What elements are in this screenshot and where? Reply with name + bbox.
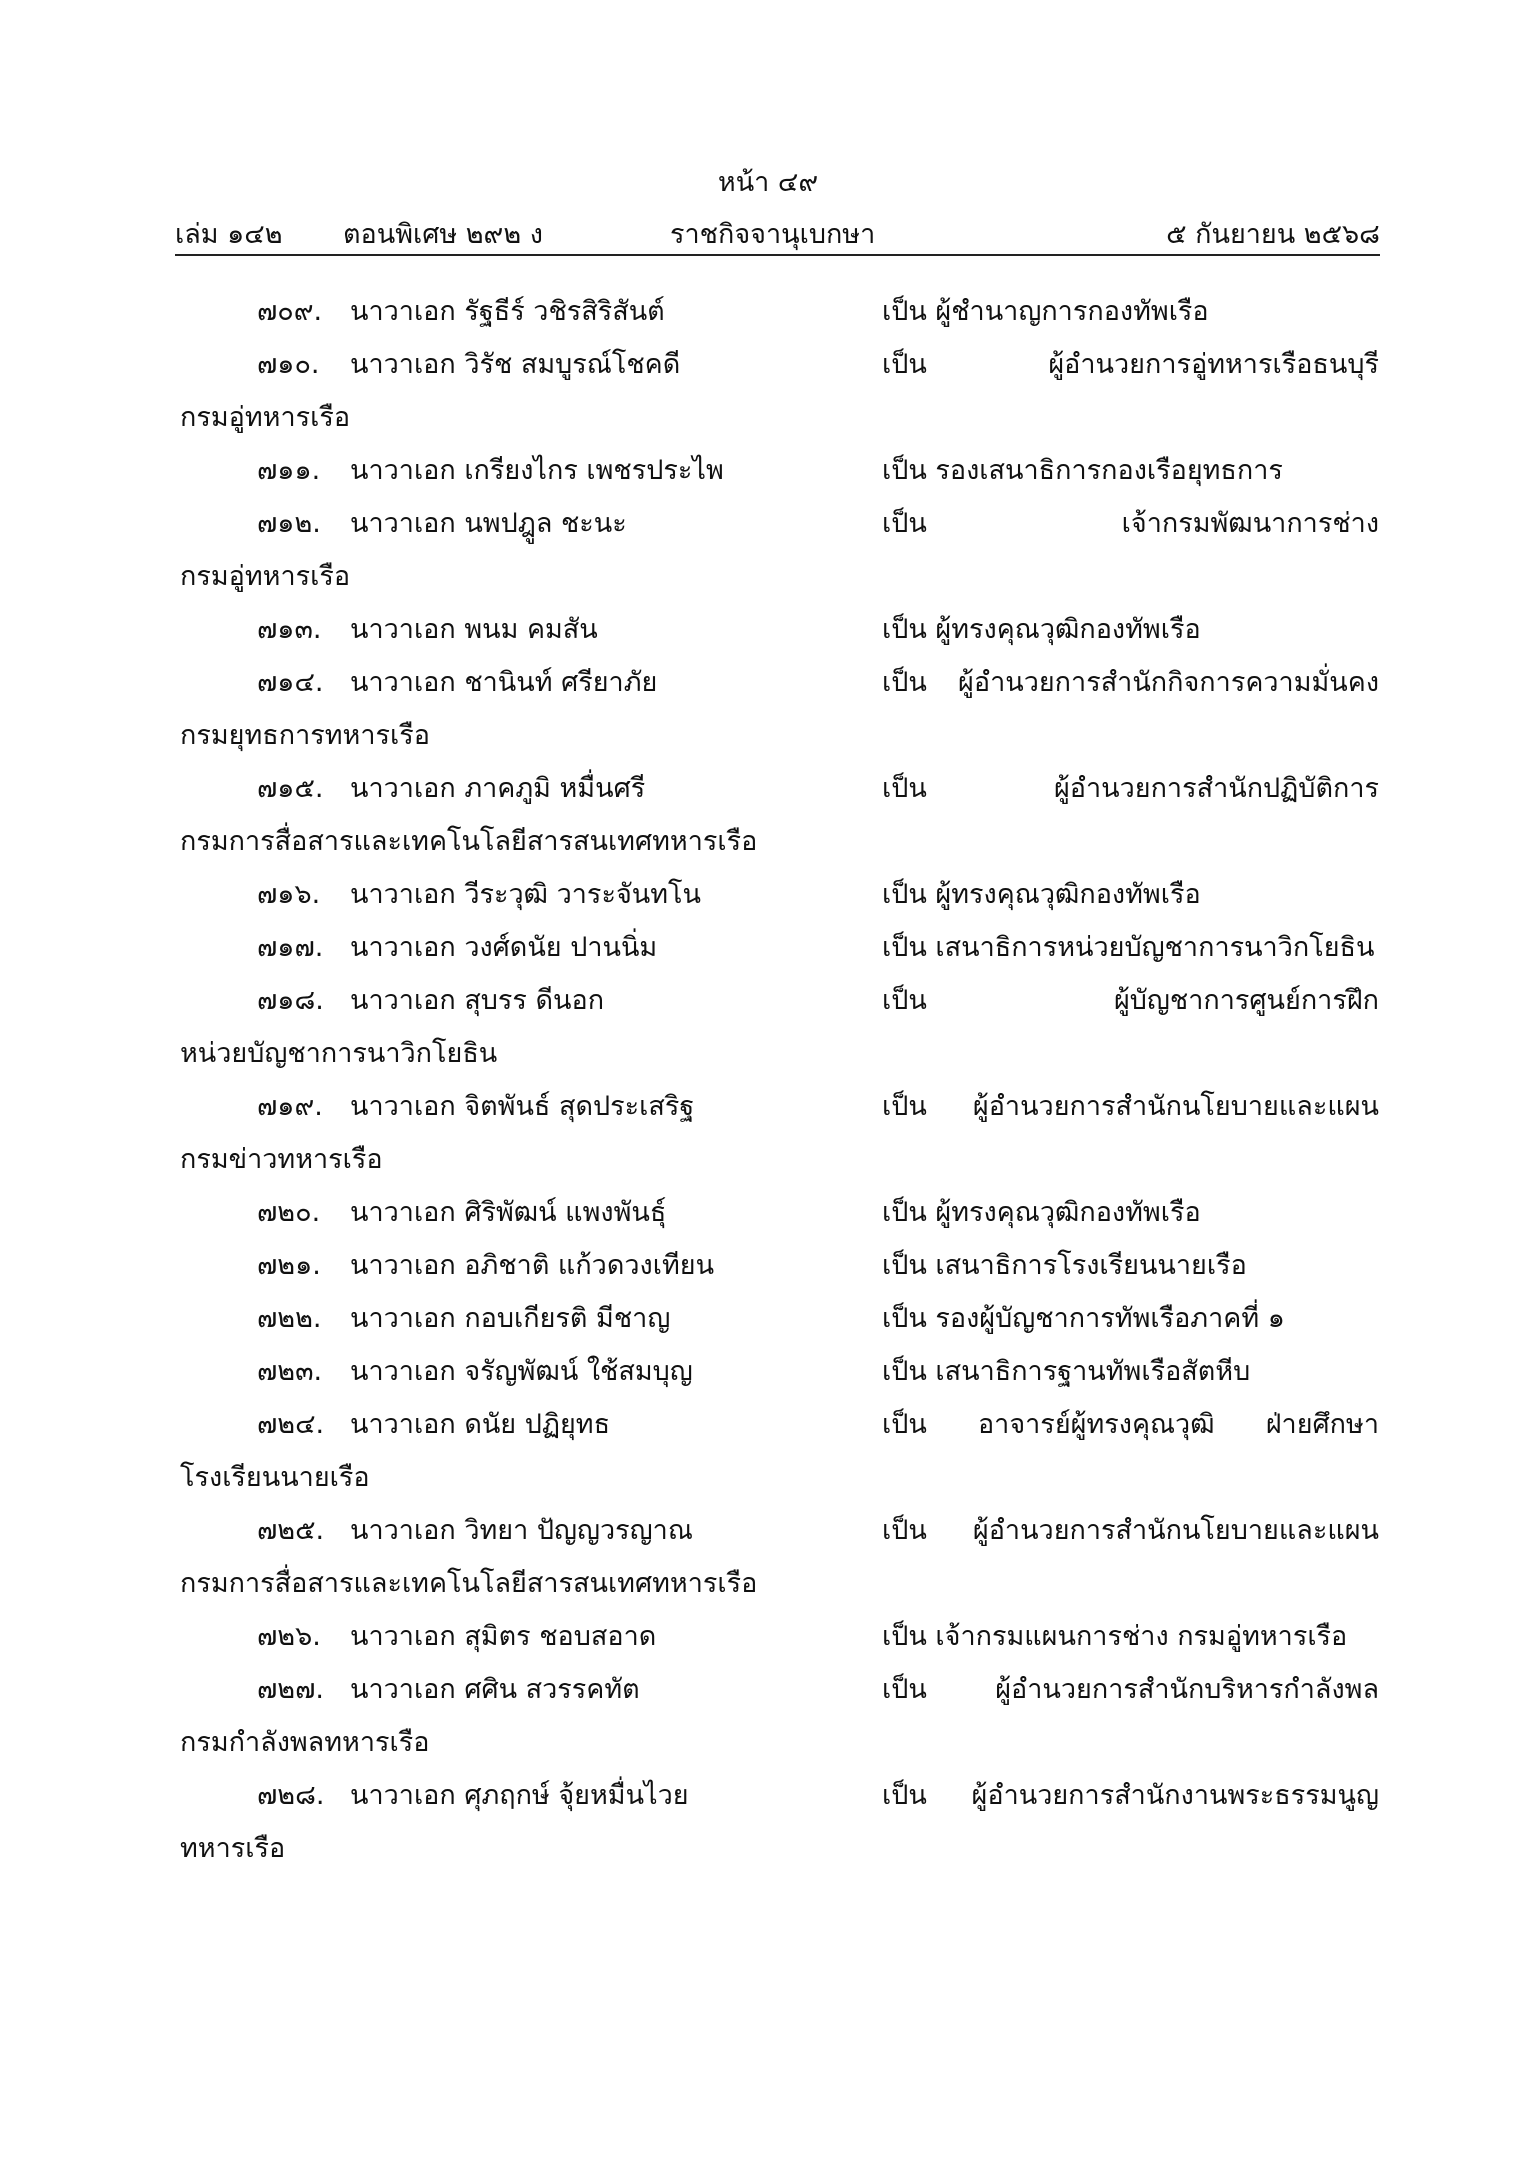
entry-continuation-line: [0, 1133, 1536, 1186]
appointed-position: [882, 1769, 1379, 1822]
officer-name: นาวาเอก เกรียงไกร เพชรประไพ: [350, 455, 724, 486]
position-continuation: กรมกำลังพลทหารเรือ: [180, 1727, 430, 1758]
entry-continuation-line: [0, 1027, 1536, 1080]
appointment-list: [0, 285, 1536, 1875]
entry-number: ๗๒๑.: [257, 1250, 321, 1281]
entry-line: [0, 603, 1536, 656]
position-word: ผู้อำนวยการสำนักบริหารกำลังพล: [995, 1674, 1379, 1705]
officer-name: นาวาเอก นพปฎูล ชะนะ: [350, 508, 627, 539]
appointment-entry: [0, 974, 1536, 1080]
entry-continuation-line: [0, 1451, 1536, 1504]
officer-name: นาวาเอก วิทยา ปัญญวรญาณ: [350, 1515, 693, 1546]
position-word: เป็น: [882, 985, 927, 1016]
officer-name: นาวาเอก สุมิตร ชอบสอาด: [350, 1621, 657, 1652]
appointment-entry: [0, 444, 1536, 497]
entry-number: ๗๒๕.: [257, 1515, 325, 1546]
entry-line: [0, 1610, 1536, 1663]
appointment-entry: [0, 1663, 1536, 1769]
position-continuation: กรมอู่ทหารเรือ: [180, 561, 351, 592]
entry-line: [0, 444, 1536, 497]
entry-number: ๗๒๔.: [257, 1409, 325, 1440]
appointed-position: เป็น ผู้ทรงคุณวุฒิกองทัพเรือ: [882, 614, 1201, 645]
appointed-position: [882, 656, 1379, 709]
officer-name: นาวาเอก จรัญพัฒน์ ใช้สมบุญ: [350, 1356, 693, 1387]
position-continuation: กรมการสื่อสารและเทคโนโลยีสารสนเทศทหารเรือ: [180, 1568, 758, 1599]
entry-number: ๗๑๒.: [257, 508, 321, 539]
entry-number: ๗๒๗.: [257, 1674, 324, 1705]
entry-line: [0, 1504, 1536, 1557]
position-continuation: ทหารเรือ: [180, 1833, 286, 1864]
position-word: ผู้อำนวยการสำนักนโยบายและแผน: [972, 1091, 1379, 1122]
entry-line: [0, 1080, 1536, 1133]
entry-continuation-line: [0, 1716, 1536, 1769]
appointment-entry: [0, 1398, 1536, 1504]
entry-continuation-line: [0, 391, 1536, 444]
appointed-position: เป็น รองเสนาธิการกองเรือยุทธการ: [882, 455, 1283, 486]
appointed-position: [882, 497, 1379, 550]
position-word: เจ้ากรมพัฒนาการช่าง: [1121, 508, 1379, 539]
entry-line: [0, 1345, 1536, 1398]
position-word: ผู้อำนวยการสำนักงานพระธรรมนูญ: [971, 1780, 1379, 1811]
entry-line: [0, 656, 1536, 709]
position-word: ผู้อำนวยการอู่ทหารเรือธนบุรี: [1048, 349, 1379, 380]
entry-number: ๗๑๘.: [257, 985, 324, 1016]
appointment-entry: [0, 656, 1536, 762]
appointed-position: เป็น เสนาธิการโรงเรียนนายเรือ: [882, 1250, 1247, 1281]
appointment-entry: [0, 338, 1536, 444]
officer-name: นาวาเอก วิรัช สมบูรณ์โชคดี: [350, 349, 681, 380]
appointment-entry: [0, 497, 1536, 603]
position-word: ผู้อำนวยการสำนักนโยบายและแผน: [972, 1515, 1379, 1546]
position-word: เป็น: [882, 1780, 927, 1811]
officer-name: นาวาเอก ศิริพัฒน์ แพงพันธุ์: [350, 1197, 667, 1228]
appointed-position: เป็น เสนาธิการฐานทัพเรือสัตหีบ: [882, 1356, 1251, 1387]
header-issue: ตอนพิเศษ ๒๙๒ ง: [343, 219, 543, 250]
appointment-entry: [0, 1769, 1536, 1875]
entry-line: [0, 921, 1536, 974]
officer-name: นาวาเอก วงศ์ดนัย ปานนิ่ม: [350, 932, 658, 963]
appointment-entry: [0, 1504, 1536, 1610]
entry-number: ๗๑๔.: [257, 667, 324, 698]
entry-line: [0, 868, 1536, 921]
officer-name: นาวาเอก ศุภฤกษ์ จุ้ยหมื่นไวย: [350, 1780, 689, 1811]
entry-number: ๗๑๓.: [257, 614, 322, 645]
position-word: เป็น: [882, 1409, 927, 1440]
appointment-entry: [0, 1080, 1536, 1186]
entry-line: [0, 1769, 1536, 1822]
position-word: ฝ่ายศึกษา: [1265, 1409, 1379, 1440]
entry-number: ๗๑๕.: [257, 773, 324, 804]
appointed-position: เป็น เจ้ากรมแผนการช่าง กรมอู่ทหารเรือ: [882, 1621, 1348, 1652]
officer-name: นาวาเอก อภิชาติ แก้วดวงเทียน: [350, 1250, 715, 1281]
appointed-position: [882, 974, 1379, 1027]
entry-line: [0, 1292, 1536, 1345]
position-word: อาจารย์ผู้ทรงคุณวุฒิ: [977, 1409, 1215, 1440]
appointment-entry: [0, 1292, 1536, 1345]
officer-name: นาวาเอก กอบเกียรติ มีชาญ: [350, 1303, 671, 1334]
entry-number: ๗๑๐.: [257, 349, 320, 380]
entry-line: [0, 1663, 1536, 1716]
position-word: ผู้อำนวยการสำนักกิจการความมั่นคง: [958, 667, 1379, 698]
entry-number: ๗๒๐.: [257, 1197, 321, 1228]
position-word: ผู้บัญชาการศูนย์การฝึก: [1113, 985, 1379, 1016]
entry-number: ๗๒๘.: [257, 1780, 325, 1811]
entry-number: ๗๒๒.: [257, 1303, 322, 1334]
appointment-entry: [0, 1345, 1536, 1398]
page-number: หน้า ๔๙: [717, 167, 819, 198]
entry-continuation-line: [0, 550, 1536, 603]
officer-name: นาวาเอก สุบรร ดีนอก: [350, 985, 605, 1016]
position-word: เป็น: [882, 1515, 927, 1546]
officer-name: นาวาเอก จิตพันธ์ สุดประเสริฐ: [350, 1091, 695, 1122]
appointment-entry: [0, 1610, 1536, 1663]
appointed-position: เป็น ผู้ทรงคุณวุฒิกองทัพเรือ: [882, 879, 1201, 910]
entry-number: ๗๑๙.: [257, 1091, 323, 1122]
officer-name: นาวาเอก รัฐธีร์ วชิรสิริสันต์: [350, 296, 665, 327]
entry-continuation-line: [0, 709, 1536, 762]
position-continuation: กรมข่าวทหารเรือ: [180, 1144, 383, 1175]
position-continuation: กรมยุทธการทหารเรือ: [180, 720, 430, 751]
entry-number: ๗๑๗.: [257, 932, 324, 963]
entry-line: [0, 285, 1536, 338]
entry-number: ๗๑๖.: [257, 879, 321, 910]
header-date: ๕ กันยายน ๒๕๖๘: [1166, 219, 1380, 250]
entry-line: [0, 762, 1536, 815]
position-continuation: โรงเรียนนายเรือ: [180, 1462, 370, 1493]
entry-line: [0, 338, 1536, 391]
appointed-position: [882, 1663, 1379, 1716]
appointed-position: [882, 1080, 1379, 1133]
appointment-entry: [0, 285, 1536, 338]
appointment-entry: [0, 921, 1536, 974]
officer-name: นาวาเอก ศศิน สวรรคทัต: [350, 1674, 640, 1705]
position-continuation: กรมอู่ทหารเรือ: [180, 402, 351, 433]
position-word: เป็น: [882, 1091, 927, 1122]
appointed-position: เป็น เสนาธิการหน่วยบัญชาการนาวิกโยธิน: [882, 932, 1375, 963]
officer-name: นาวาเอก พนม คมสัน: [350, 614, 598, 645]
appointed-position: เป็น ผู้ชำนาญการกองทัพเรือ: [882, 296, 1209, 327]
entry-line: [0, 1186, 1536, 1239]
header-journal: ราชกิจจานุเบกษา: [670, 219, 876, 250]
officer-name: นาวาเอก ภาคภูมิ หมื่นศรี: [350, 773, 646, 804]
appointment-entry: [0, 1186, 1536, 1239]
appointed-position: เป็น รองผู้บัญชาการทัพเรือภาคที่ ๑: [882, 1303, 1285, 1334]
entry-line: [0, 1239, 1536, 1292]
appointment-entry: [0, 1239, 1536, 1292]
appointed-position: [882, 1504, 1379, 1557]
appointment-entry: [0, 603, 1536, 656]
position-word: เป็น: [882, 1674, 927, 1705]
entry-line: [0, 1398, 1536, 1451]
entry-continuation-line: [0, 815, 1536, 868]
position-word: เป็น: [882, 508, 927, 539]
appointment-entry: [0, 762, 1536, 868]
position-word: เป็น: [882, 773, 927, 804]
position-continuation: หน่วยบัญชาการนาวิกโยธิน: [180, 1038, 498, 1069]
entry-number: ๗๒๓.: [257, 1356, 323, 1387]
entry-line: [0, 974, 1536, 1027]
header-divider: [175, 254, 1380, 256]
page-header: [175, 212, 1380, 252]
entry-continuation-line: [0, 1557, 1536, 1610]
header-volume: เล่ม ๑๔๒: [175, 219, 283, 250]
officer-name: นาวาเอก วีระวุฒิ วาระจันทโน: [350, 879, 701, 910]
officer-name: นาวาเอก ดนัย ปฏิยุทธ: [350, 1409, 611, 1440]
entry-number: ๗๑๑.: [257, 455, 321, 486]
position-word: เป็น: [882, 667, 927, 698]
entry-number: ๗๒๖.: [257, 1621, 321, 1652]
entry-line: [0, 497, 1536, 550]
position-continuation: กรมการสื่อสารและเทคโนโลยีสารสนเทศทหารเรือ: [180, 826, 758, 857]
entry-number: ๗๐๙.: [257, 296, 323, 327]
appointment-entry: [0, 868, 1536, 921]
appointed-position: [882, 338, 1379, 391]
appointed-position: เป็น ผู้ทรงคุณวุฒิกองทัพเรือ: [882, 1197, 1201, 1228]
position-word: ผู้อำนวยการสำนักปฏิบัติการ: [1053, 773, 1379, 804]
position-word: เป็น: [882, 349, 927, 380]
entry-continuation-line: [0, 1822, 1536, 1875]
appointed-position: [882, 762, 1379, 815]
officer-name: นาวาเอก ชานินท์ ศรียาภัย: [350, 667, 658, 698]
appointed-position: [882, 1398, 1379, 1451]
